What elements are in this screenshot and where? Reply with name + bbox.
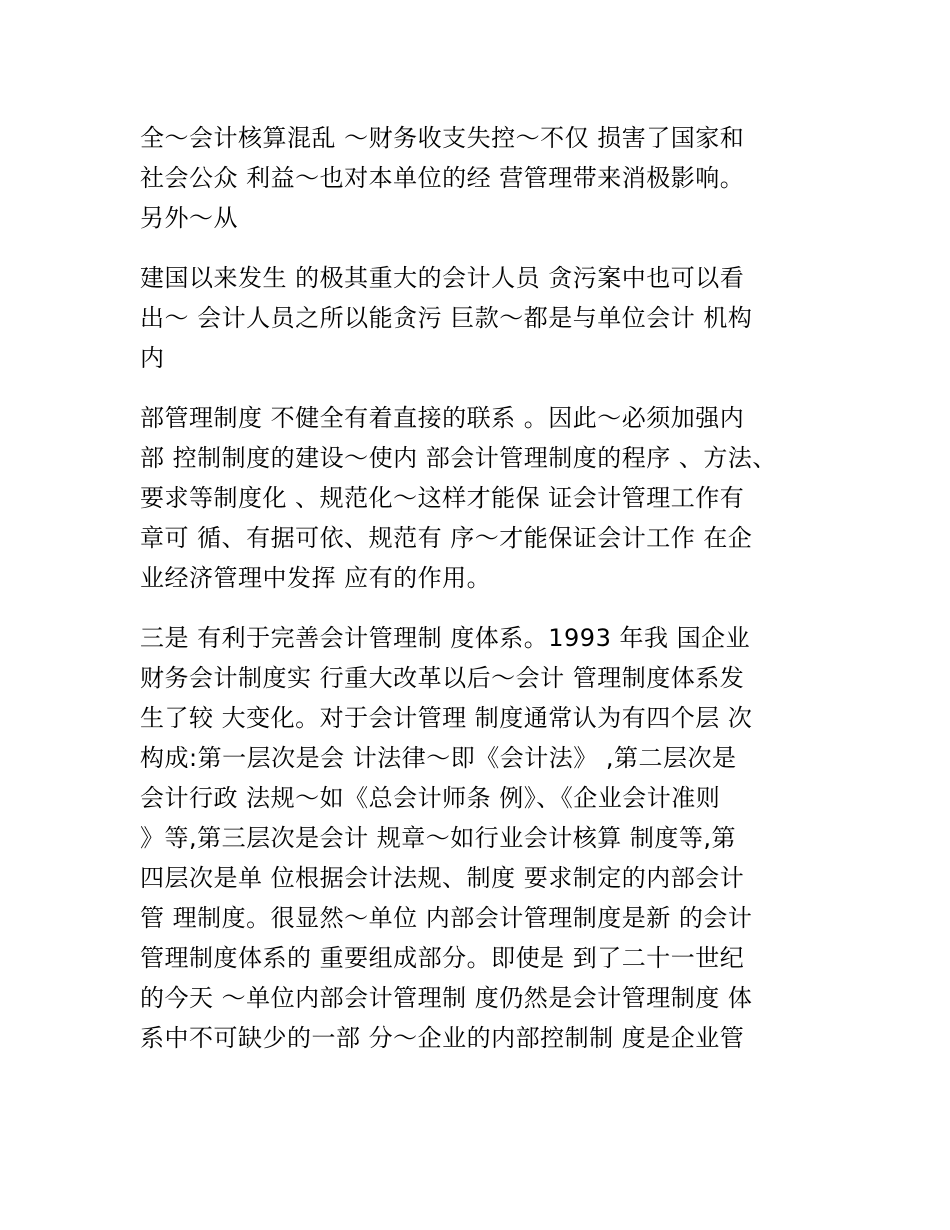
text-line: 系中不可缺少的一部 分～企业的内部控制制 度是企业管 <box>140 1024 745 1052</box>
text-line: 的今天 ～单位内部会计管理制 度仍然是会计管理制度 体 <box>140 984 753 1012</box>
text-line: 出～ 会计人员之所以能贪污 巨款～都是与单位会计 机构 <box>140 304 753 332</box>
paragraph-1 <box>140 118 820 238</box>
text-line: 》等,第三层次是会计 规章～如行业会计核算 制度等,第 <box>140 824 737 852</box>
text-line: 章可 循、有据可依、规范有 序～才能保证会计工作 在企 <box>140 524 753 552</box>
paragraph-3 <box>140 398 820 598</box>
text-line: 管 理制度。很显然～单位 内部会计管理制度是新 的会计 <box>140 904 753 932</box>
text-line: 部 控制制度的建设～使内 部会计管理制度的程序 、方法、 <box>140 444 777 472</box>
text-line: 业经济管理中发挥 应有的作用。 <box>140 564 492 592</box>
document-body <box>140 118 820 1078</box>
text-line: 会计行政 法规～如《总会计师条 例》、《企业会计准则 <box>140 784 721 812</box>
paragraph-4 <box>140 618 820 1058</box>
text-line: 构成:第一层次是会 计法律～即《会计法》 ,第二层次是 <box>140 744 737 772</box>
text-line: 要求等制度化 、规范化～这样才能保 证会计管理工作有 <box>140 484 745 512</box>
text-line: 另外～从 <box>140 204 238 232</box>
text-line: 财务会计制度实 行重大改革以后～会计 管理制度体系发 <box>140 664 745 692</box>
text-line: 内 <box>140 344 165 372</box>
text-line: 四层次是单 位根据会计法规、制度 要求制定的内部会计 <box>140 864 745 892</box>
text-line: 社会公众 利益～也对本单位的经 营管理带来消极影响。 <box>140 164 745 192</box>
text-line: 生了较 大变化。对于会计管理 制度通常认为有四个层 次 <box>140 704 753 732</box>
text-line: 建国以来发生 的极其重大的会计人员 贪污案中也可以看 <box>140 264 745 292</box>
text-line: 全～会计核算混乱 ～财务收支失控～不仅 损害了国家和 <box>140 124 745 152</box>
text-line: 部管理制度 不健全有着直接的联系 。因此～必须加强内 <box>140 404 745 432</box>
text-line: 三是 有利于完善会计管理制 度体系。1993 年我 国企业 <box>140 624 751 652</box>
text-line: 管理制度体系的 重要组成部分。即使是 到了二十一世纪 <box>140 944 745 972</box>
paragraph-2 <box>140 258 820 378</box>
